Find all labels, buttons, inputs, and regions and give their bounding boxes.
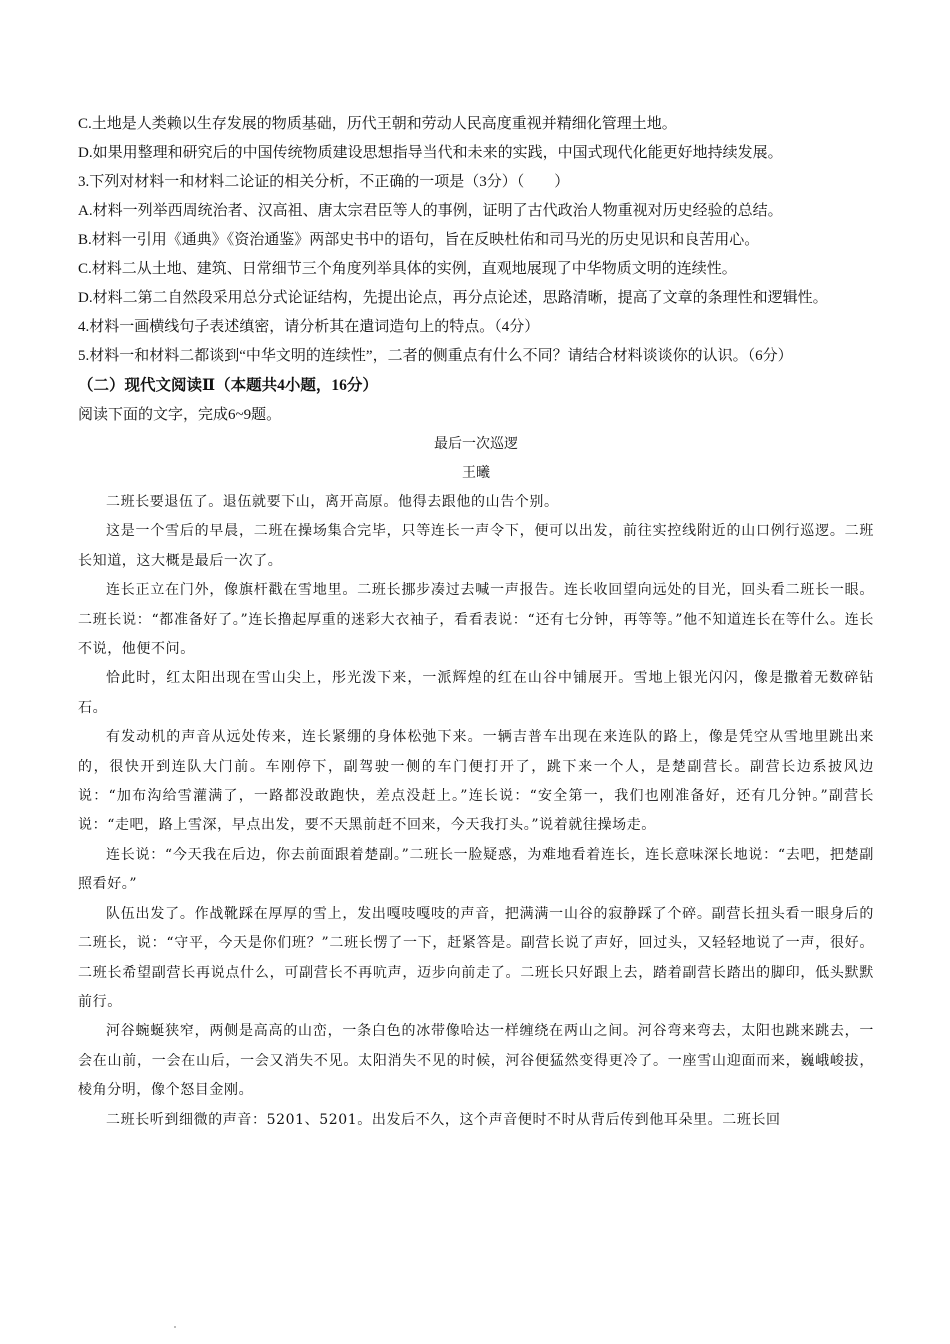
option-c-q2: C.土地是人类赖以生存发展的物质基础，历代王朝和劳动人民高度重视并精细化管理土地。 bbox=[78, 116, 677, 132]
story-author: 王曦 bbox=[462, 465, 490, 481]
scan-speck bbox=[174, 1326, 176, 1328]
story-paragraph: 连长正立在门外，像旗杆戳在雪地里。二班长挪步凑过去喊一声报告。连长收回望向远处的目光，回头看二班长一眼。二班长说：“都准备好了。”连长撸起厚重的迷彩大衣袖子，看看表说：“还有七分钟，再等等。”他不知道连长在等什么。连长不说，他便不问。 bbox=[78, 582, 874, 658]
option-b-q3: B.材料一引用《通典》《资治通鉴》两部史书中的语句，旨在反映杜佑和司马光的历史见识和良苦用心。 bbox=[78, 232, 760, 248]
story-paragraph: 恰此时，红太阳出现在雪山尖上，彤光泼下来，一派辉煌的红在山谷中铺展开。雪地上银光闪闪，像是撒着无数碎钻石。 bbox=[78, 670, 874, 716]
document-page bbox=[78, 110, 874, 1135]
story-title: 最后一次巡逻 bbox=[434, 436, 518, 452]
question-5: 5.材料一和材料二都谈到“中华文明的连续性”，二者的侧重点有什么不同？请结合材料谈谈你的认识。（6分） bbox=[78, 348, 793, 364]
option-d-q2: D.如果用整理和研究后的中国传统物质建设思想指导当代和未来的实践，中国式现代化能更好地持续发展。 bbox=[78, 145, 783, 161]
story-paragraph: 河谷蜿蜒狭窄，两侧是高高的山峦，一条白色的冰带像哈达一样缠绕在两山之间。河谷弯来弯去，太阳也跳来跳去，一会在山前，一会在山后，一会又消失不见。太阳消失不见的时候，河谷便猛然变得更冷了。一座雪山迎面而来，巍峨峻拔，棱角分明，像个怒目金刚。 bbox=[78, 1023, 874, 1099]
question-3: 3.下列对材料一和材料二论证的相关分析，不正确的一项是（3分）（ ） bbox=[78, 174, 570, 190]
question-4: 4.材料一画横线句子表述缜密，请分析其在遣词造句上的特点。（4分） bbox=[78, 319, 540, 335]
story-paragraph: 队伍出发了。作战靴踩在厚厚的雪上，发出嘎吱嘎吱的声音，把满满一山谷的寂静踩了个碎。副营长扭头看一眼身后的二班长，说：“守平，今天是你们班？”二班长愣了一下，赶紧答是。副营长说了声好，回过头，又轻轻地说了一声，很好。二班长希望副营长再说点什么，可副营长不再吭声，迈步向前走了。二班长只好跟上去，踏着副营长踏出的脚印，低头默默前行。 bbox=[78, 905, 874, 1010]
story-paragraph: 有发动机的声音从远处传来，连长紧绷的身体松弛下来。一辆吉普车出现在来连队的路上，像是凭空从雪地里跳出来的，很快开到连队大门前。车刚停下，副驾驶一侧的车门便打开了，跳下来一个人，是楚副营长。副营长边系披风边说：“加布沟给雪灌满了，一路都没敢跑快，差点没赶上。”连长说：“安全第一，我们也刚准备好，还有几分钟。”副营长说：“走吧，路上雪深，早点出发，要不天黑前赶不回来，今天我打头。”说着就往操场走。 bbox=[78, 729, 874, 834]
option-d-q3: D.材料二第二自然段采用总分式论证结构，先提出论点，再分点论述，思路清晰，提高了文章的条理性和逻辑性。 bbox=[78, 290, 828, 306]
option-a-q3: A.材料一列举西周统治者、汉高祖、唐太宗君臣等人的事例，证明了古代政治人物重视对历史经验的总结。 bbox=[78, 203, 783, 219]
story-paragraph: 二班长要退伍了。退伍就要下山，离开高原。他得去跟他的山告个别。 bbox=[106, 494, 559, 510]
story-paragraph: 连长说：“今天我在后边，你去前面跟着楚副。”二班长一脸疑惑，为难地看着连长，连长意味深长地说：“去吧，把楚副照看好。” bbox=[78, 846, 874, 893]
option-c-q3: C.材料二从土地、建筑、日常细节三个角度列举具体的实例，直观地展现了中华物质文明的连续性。 bbox=[78, 261, 737, 277]
story-paragraph: 二班长听到细微的声音：5201、5201。出发后不久，这个声音便时不时从背后传到他耳朵里。二班长回 bbox=[106, 1111, 781, 1128]
section-title: （二）现代文阅读Ⅱ（本题共4小题，16分） bbox=[78, 377, 378, 394]
story-paragraph: 这是一个雪后的早晨，二班在操场集合完毕，只等连长一声令下，便可以出发，前往实控线附近的山口例行巡逻。二班长知道，这大概是最后一次了。 bbox=[78, 523, 874, 569]
section-instruction: 阅读下面的文字，完成6~9题。 bbox=[78, 407, 282, 423]
